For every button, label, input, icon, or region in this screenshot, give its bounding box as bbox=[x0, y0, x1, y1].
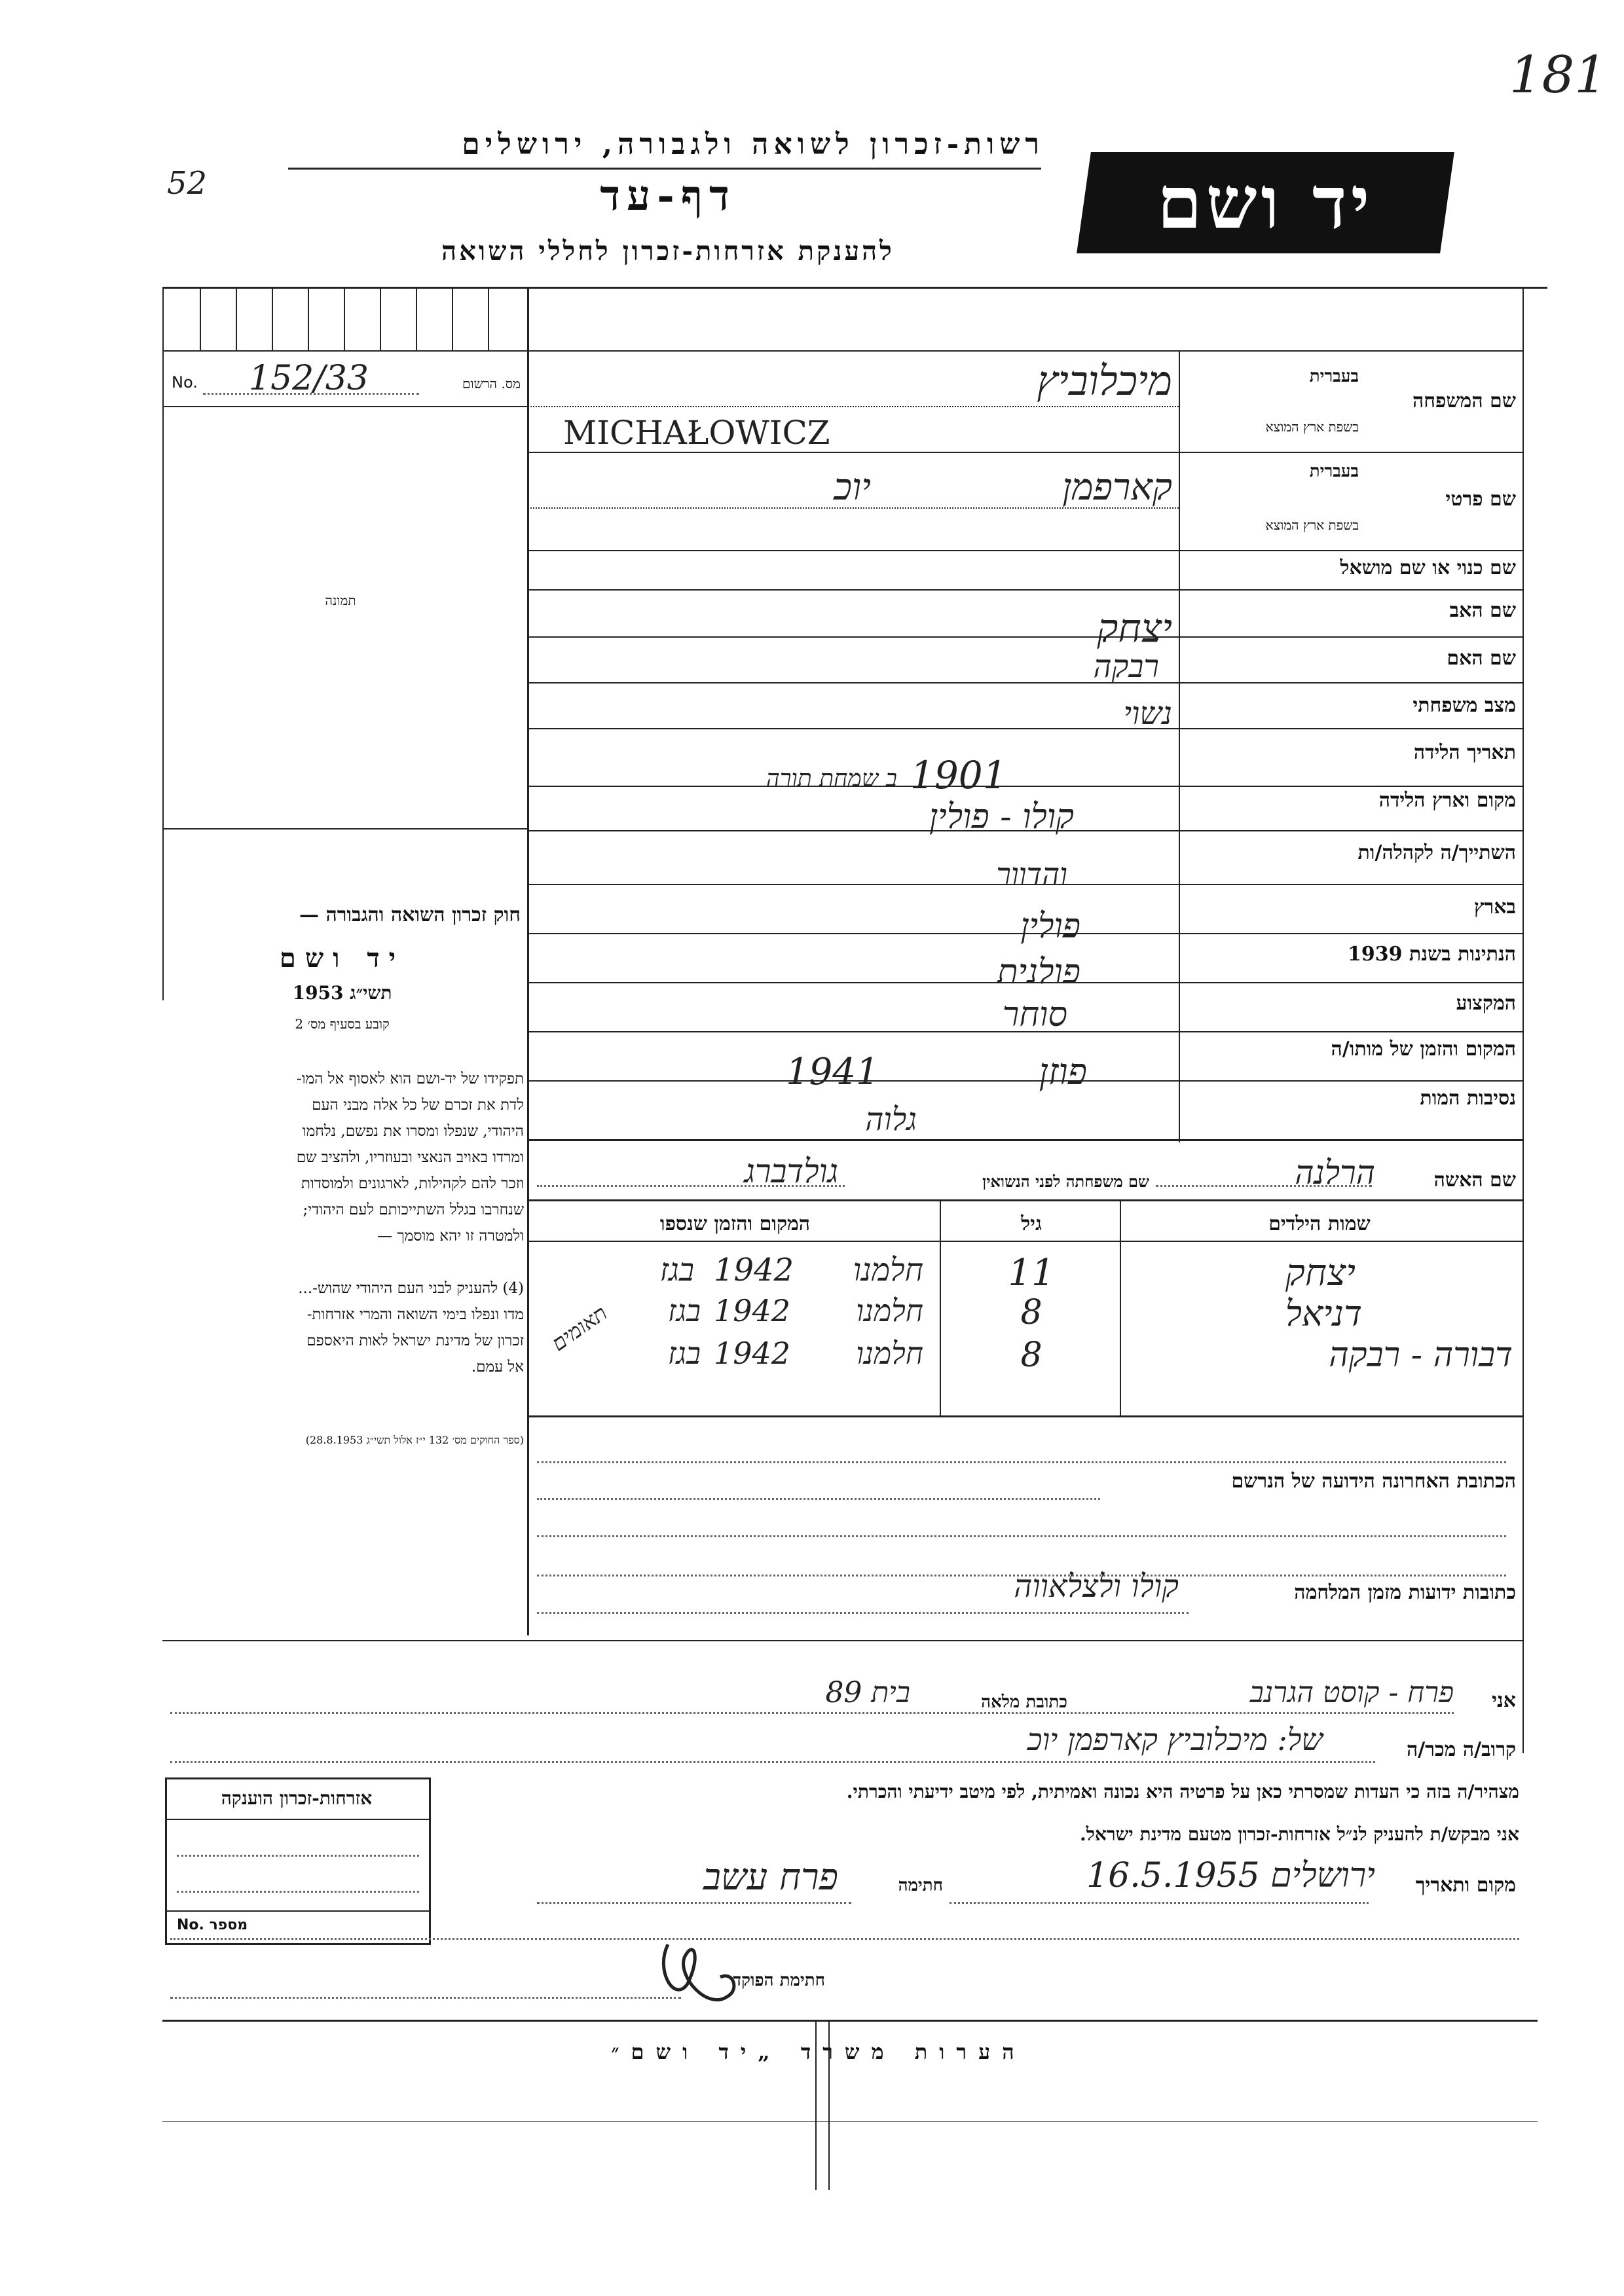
declarant-name: פרח - קוסט הגרנב bbox=[1249, 1676, 1454, 1709]
death-place: פוזן bbox=[1039, 1051, 1087, 1093]
dob-label: תאריך הלידה bbox=[1413, 741, 1516, 764]
place-date-label: מקום ותאריך bbox=[1415, 1874, 1516, 1897]
surname-native-label: בשפת ארץ המוצא bbox=[1265, 419, 1359, 435]
mother-name: רבקה bbox=[1093, 648, 1159, 685]
marital-label: מצב משפחתי bbox=[1412, 694, 1516, 717]
birthplace: קולו - פולין bbox=[929, 797, 1074, 837]
form-subtitle: להענקת אזרחות-זכרון לחללי השואה bbox=[441, 236, 895, 266]
profession-label: המקצוע bbox=[1456, 992, 1516, 1015]
given-name-hebrew: קארפמן bbox=[1062, 466, 1172, 509]
declaration-line-2: אני מבקש/ת להעניק לנ״ל אזרחות-זכרון מטעם מדינת ישראל. bbox=[1080, 1823, 1519, 1845]
citizenship-1939: פולנית bbox=[997, 953, 1080, 992]
declarant-signature: פרח עשב bbox=[703, 1856, 838, 1899]
given-name-hebrew-2: יוכ bbox=[834, 466, 871, 509]
war-address-label: כתובות ידועות מזמן המלחמה bbox=[1294, 1581, 1516, 1604]
law-title: חוק זכרון השואה והגבורה — bbox=[299, 903, 521, 926]
given-name-label: שם פרטי bbox=[1445, 488, 1516, 511]
country-label: בארץ bbox=[1473, 896, 1516, 919]
death-cause: גלוה bbox=[865, 1101, 917, 1138]
given-hebrew-label: בעברית bbox=[1309, 462, 1359, 481]
father-name: יצחק bbox=[1097, 606, 1172, 651]
maiden-name: גולדברג bbox=[744, 1152, 838, 1190]
place-date: ירושלים 16.5.1955 bbox=[1086, 1856, 1375, 1895]
signature-label: חתימה bbox=[898, 1876, 943, 1895]
form-title: דף-עד bbox=[600, 172, 736, 221]
children-place-header: המקום והזמן שנספו bbox=[659, 1212, 811, 1235]
reg-no-label: No. bbox=[172, 373, 198, 392]
mother-label: שם האם bbox=[1447, 647, 1516, 670]
birth-year: 1901 bbox=[910, 753, 1007, 797]
reg-label: מס. הרשום bbox=[462, 376, 521, 392]
death-year: 1941 bbox=[786, 1051, 879, 1093]
last-address-label: הכתובת האחרונה הידועה של הנרשם bbox=[1231, 1470, 1516, 1493]
law-name: יד ושם bbox=[279, 943, 405, 974]
law-section: קובע בסעיף מס׳ 2 bbox=[295, 1016, 390, 1032]
maiden-label: שם משפחתה לפני הנשואין bbox=[982, 1172, 1149, 1191]
corner-mark: 52 bbox=[167, 165, 208, 202]
wife-name: הרלנה bbox=[1295, 1154, 1375, 1192]
declarant-label: אני bbox=[1492, 1689, 1516, 1712]
law-year: תשי״ג 1953 bbox=[292, 982, 392, 1004]
marital-status: נשוי bbox=[1123, 695, 1172, 732]
death-place-label: המקום והזמן של מותו/ה bbox=[1331, 1038, 1516, 1061]
photo-label: תמונה bbox=[325, 592, 356, 608]
twins-note: תאומים bbox=[547, 1300, 612, 1357]
officer-signature-mark bbox=[648, 1931, 753, 2023]
wife-label: שם האשה bbox=[1433, 1169, 1516, 1192]
community: והדוור bbox=[996, 856, 1067, 892]
surname-native: MICHAŁOWICZ bbox=[563, 414, 830, 452]
citizenship-box-title: אזרחות-זכרון הוענקה bbox=[221, 1787, 373, 1809]
page-number: 181 bbox=[1509, 46, 1607, 105]
declaration-line-1: מצהיר/ה בזה כי העדות שמסרתי כאן על פרטיה היא נכונה ואמיתית, לפי מיטב ידיעתי והכרתי. bbox=[846, 1781, 1519, 1802]
death-cause-label: נסיבות המות bbox=[1420, 1087, 1516, 1110]
citizenship-no-label: No. מספר bbox=[177, 1917, 248, 1933]
birthplace-label: מקום וארץ הלידה bbox=[1378, 789, 1516, 812]
citizenship-1939-label: הנתינות בשנת 1939 bbox=[1347, 943, 1516, 966]
war-address: קולו ולצלאווה bbox=[1014, 1568, 1179, 1605]
surname-hebrew-label: בעברית bbox=[1309, 367, 1359, 386]
office-notes-label: הערות משרד „יד ושם״ bbox=[611, 2039, 1026, 2064]
community-label: השתייך/ה לקהלה/ות bbox=[1357, 841, 1516, 864]
relation-label: קרוב/ה מכר/ה bbox=[1407, 1738, 1516, 1761]
profession: סוחר bbox=[1002, 995, 1067, 1034]
birth-date-note: ב שמחת תורה bbox=[766, 765, 897, 792]
org-name: רשות-זכרון לשואה ולגבורה, ירושלים bbox=[462, 128, 1044, 161]
surname-label: שם המשפחה bbox=[1412, 390, 1516, 412]
officer-signature-label: חתימת הפוקד bbox=[733, 1971, 825, 1990]
children-names-header: שמות הילדים bbox=[1268, 1212, 1371, 1235]
relation-value: של: מיכלוביץ קארפמן יוכ bbox=[1027, 1722, 1323, 1757]
full-address-label: כתובת מלאה bbox=[981, 1692, 1067, 1712]
citizenship-box bbox=[165, 1777, 431, 1945]
nickname-label: שם כנוי או שם מושאל bbox=[1340, 556, 1516, 579]
declarant-address: בית 89 bbox=[825, 1676, 910, 1709]
country: פולין bbox=[1020, 907, 1080, 946]
children-age-header: גיל bbox=[1021, 1212, 1042, 1235]
father-label: שם האב bbox=[1449, 599, 1516, 622]
reg-number: 152/33 bbox=[249, 359, 369, 398]
surname-hebrew: מיכלוביץ bbox=[1037, 357, 1172, 405]
yad-vashem-logo: יד ושם bbox=[1077, 152, 1454, 253]
given-native-label: בשפת ארץ המוצא bbox=[1265, 517, 1359, 533]
